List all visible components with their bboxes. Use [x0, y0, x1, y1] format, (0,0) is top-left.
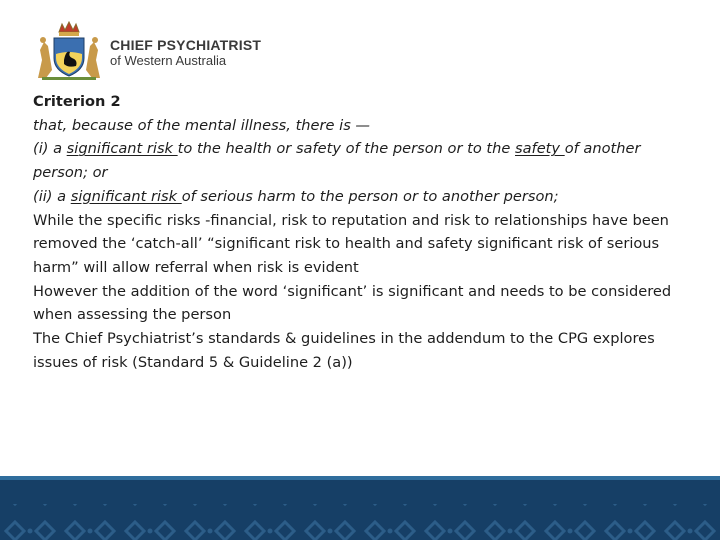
paragraph-risks-removed: While the specific risks -financial, risk to reputation and risk to relationships have been removed the ‘catch-all’ “significant risk to health and safety significant risk of serious harm” will allow referral when risk is evident [33, 211, 669, 276]
item-i-underline-safety: safety [515, 140, 565, 158]
item-ii-underline-significant-risk: significant risk [70, 187, 182, 205]
criterion-intro: that, because of the mental illness, there is — [33, 116, 371, 134]
organisation-name [110, 37, 261, 68]
footer-pattern [0, 480, 720, 540]
criterion-item-ii [33, 185, 673, 209]
item-ii-suffix: of serious harm to the person or to another person; [181, 187, 559, 205]
paragraph-standards: The Chief Psychiatrist’s standards & guidelines in the addendum to the CPG explores issues of risk (Standard 5 & Guideline 2 (a)) [33, 330, 655, 371]
footer-banner [0, 476, 720, 540]
organisation-subtitle: of Western Australia [110, 52, 227, 68]
item-ii-prefix: (ii) a [33, 187, 71, 205]
wa-coat-of-arms-logo [32, 20, 106, 84]
item-i-suffix: of another person; or [33, 140, 641, 182]
item-i-prefix: (i) a [33, 140, 67, 158]
item-i-underline-significant-risk: significant risk [66, 140, 178, 158]
criterion-heading: Criterion 2 [33, 93, 121, 110]
criterion-item-i [33, 137, 673, 184]
organisation-title: CHIEF PSYCHIATRIST [110, 36, 262, 53]
item-i-middle: to the health or safety of the person or to the [177, 140, 516, 158]
paragraph-significant: However the addition of the word ‘significant’ is significant and needs to be considered when assessing the person [33, 282, 672, 324]
slide-body [33, 90, 673, 374]
header [32, 20, 261, 84]
